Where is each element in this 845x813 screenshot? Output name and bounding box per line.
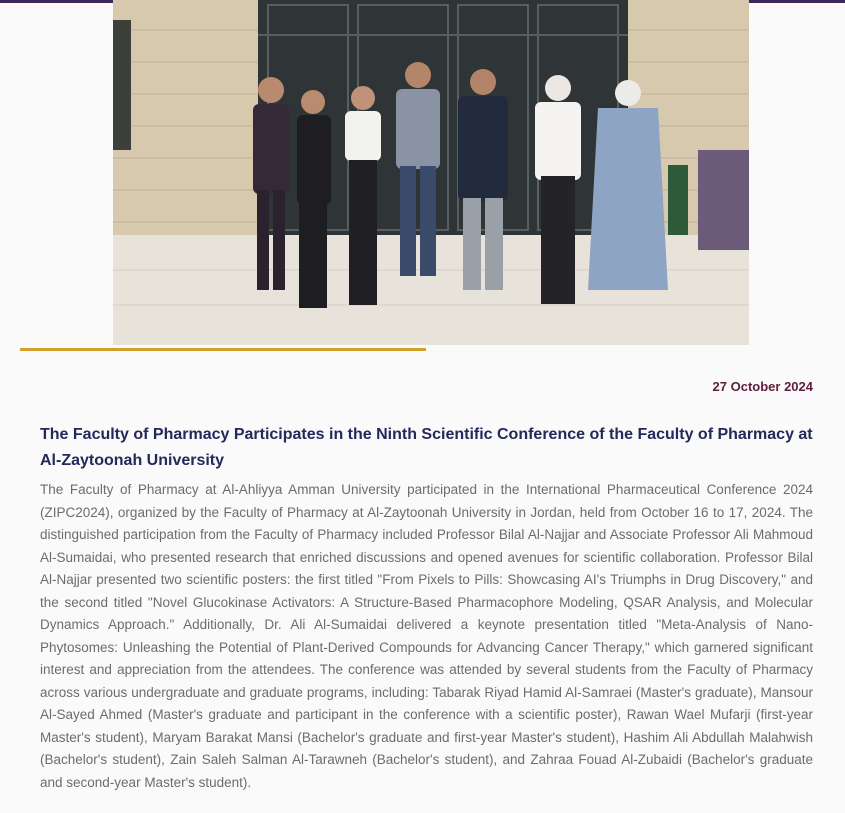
article-body: The Faculty of Pharmacy at Al-Ahliyya Amman University participated in the International Pharmaceutical Conference 2024 (ZIPC2024), organized by the Faculty of Pharmacy at Al-Zaytoonah University in Jordan, held from October 16 to 17, 2024. The distinguished participation from the Faculty of Pharmacy included Professor Bilal Al-Najjar and Associate Professor Ali Mahmoud Al-Sumaidai, who presented research that enriched discussions and opened avenues for scientific collaboration. Professor Bilal Al-Najjar presented two scientific posters: the first titled "From Pixels to Pills: Showcasing AI's Triumphs in Drug Discovery," and the second titled "Novel Glucokinase Activators: A Structure-Based Pharmacophore Modeling, QSAR Analysis, and Molecular Dynamics Approach." Additionally, Dr. Ali Al-Sumaidai delivered a keynote presentation titled "Meta-Analysis of Nano-Phytosomes: Unleashing the Potential of Plant-Derived Compounds for Advancing Cancer Therapy," which garnered significant interest and appreciation from the attendees. The conference was attended by several students from the Faculty of Pharmacy across various undergraduate and graduate programs, including: Tabarak Riyad Hamid Al-Samraei (Master's graduate), Mansour Al-Sayed Ahmed (Master's graduate and participant in the conference with a scientific poster), Rawan Wael Mufarji (first-year Master's student), Maryam Barakat Mansi (Bachelor's graduate and first-year Master's student), Hashim Ali Abdullah Malahwish (Bachelor's student), Zain Saleh Salman Al-Tarawneh (Bachelor's student), and Zahraa Fouad Al-Zubaidi (Bachelor's graduate and second-year Master's student). (40, 482, 813, 790)
accent-divider (20, 348, 426, 351)
article-photo (113, 0, 749, 345)
article-date: 27 October 2024 (712, 379, 813, 394)
article-title[interactable]: The Faculty of Pharmacy Participates in the Ninth Scientific Conference of the Faculty of Pharmacy at Al-Zaytoonah University (40, 426, 813, 469)
